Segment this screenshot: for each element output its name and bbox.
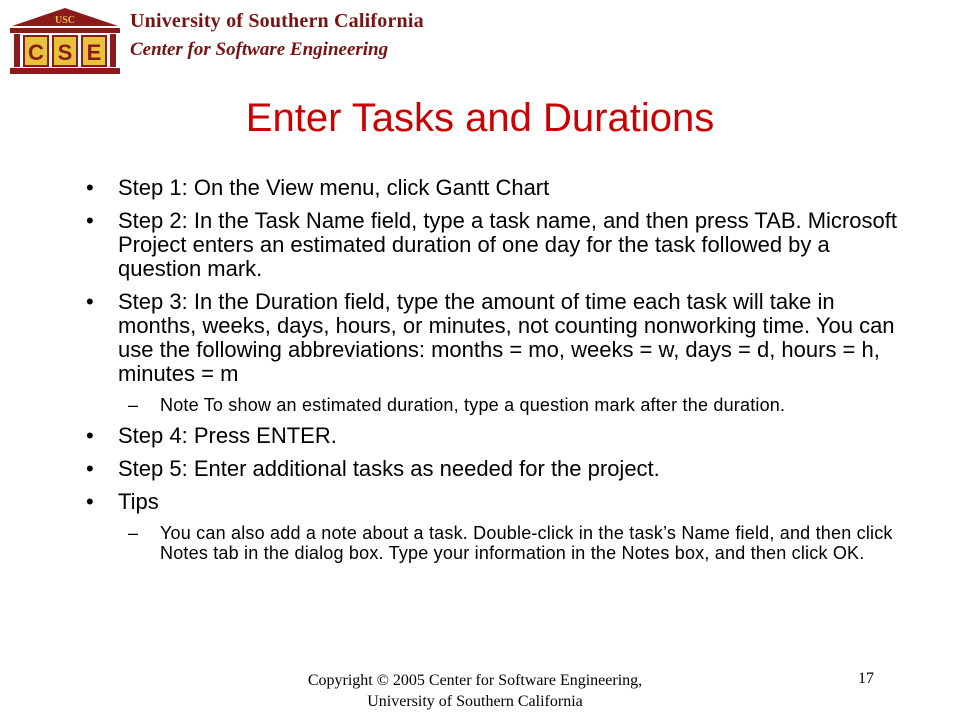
- footer-copyright: [240, 670, 710, 712]
- bullet-mark: •: [86, 423, 94, 448]
- bullet-text: Step 3: In the Duration field, type the amount of time each task will take in months, weeks, days, hours, or minutes, not counting nonworking time. You can use the following abbreviations: months = mo, weeks = w, days = d, hours = h, minutes = m: [118, 289, 895, 386]
- copyright-line-1: Copyright © 2005 Center for Software Engineering,: [307, 672, 643, 689]
- bullet-text: Step 5: Enter additional tasks as needed for the project.: [118, 456, 660, 481]
- bullet-text: Step 4: Press ENTER.: [118, 423, 337, 448]
- bullet-mark: •: [86, 489, 94, 514]
- bullet-text: You can also add a note about a task. Double-click in the task’s Name field, and then click Notes tab in the dialog box. Type your information in the Notes box, and then click OK.: [160, 523, 893, 563]
- bullet-item: [86, 490, 906, 514]
- page-number: 17: [858, 670, 874, 687]
- bullet-item: [86, 209, 906, 281]
- bullet-item: [86, 176, 906, 200]
- bullet-list: [86, 176, 906, 572]
- logo-letter-e: E: [86, 40, 102, 65]
- bullet-text: Tips: [118, 489, 159, 514]
- bullet-text: Step 1: On the View menu, click Gantt Chart: [118, 175, 550, 200]
- sub-bullet-item: [86, 395, 906, 415]
- copyright-line-2: University of Southern California: [367, 693, 583, 710]
- bullet-item: [86, 290, 906, 386]
- logo-usc-text: USC: [54, 15, 76, 26]
- sub-bullet-item: [86, 523, 906, 563]
- center-name: Center for Software Engineering: [130, 39, 389, 60]
- bullet-text: Step 2: In the Task Name field, type a task name, and then press TAB. Microsoft Project enters an estimated duration of one day for the task followed by a question mark.: [118, 208, 897, 281]
- header-branding: [130, 10, 424, 61]
- bullet-mark: •: [86, 175, 94, 200]
- university-name: University of Southern California: [130, 10, 424, 32]
- logo-letter-s: S: [57, 40, 73, 65]
- bullet-text: Note To show an estimated duration, type a question mark after the duration.: [160, 395, 786, 415]
- bullet-item: [86, 457, 906, 481]
- bullet-item: [86, 424, 906, 448]
- dash-mark: –: [128, 523, 139, 543]
- bullet-mark: •: [86, 456, 94, 481]
- logo-letter-c: C: [28, 40, 44, 65]
- bullet-mark: •: [86, 289, 94, 314]
- bullet-mark: •: [86, 208, 94, 233]
- csse-logo: [6, 6, 124, 76]
- slide-title: Enter Tasks and Durations: [245, 96, 715, 140]
- dash-mark: –: [128, 395, 139, 415]
